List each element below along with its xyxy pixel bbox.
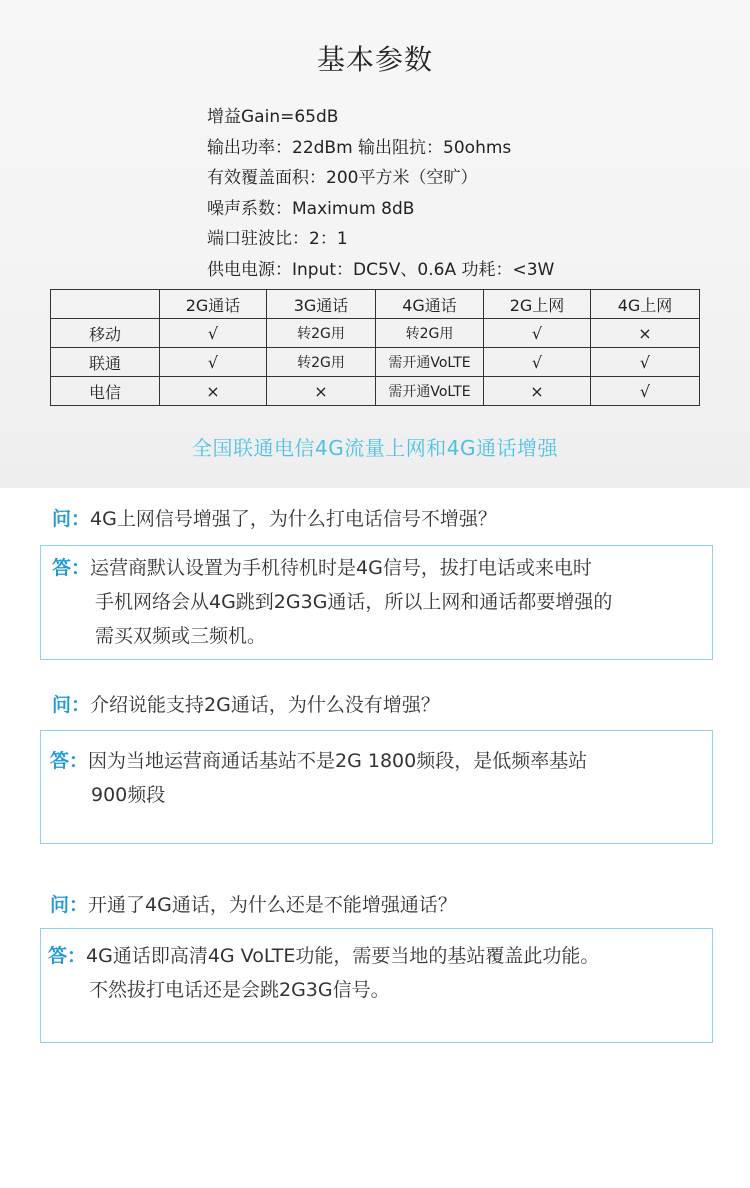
faq-answer-2 bbox=[50, 744, 587, 812]
spec-noise: 噪声系数：Maximum 8dB bbox=[207, 198, 415, 219]
table-cell: √ bbox=[591, 348, 700, 377]
question-text: 4G上网信号增强了，为什么打电话信号不增强？ bbox=[90, 508, 497, 530]
question-text: 开通了4G通话，为什么还是不能增强通话？ bbox=[88, 894, 457, 916]
table-cell: × bbox=[484, 377, 591, 406]
table-cell: 需开通VoLTE bbox=[376, 377, 484, 406]
faq-answer-1 bbox=[52, 551, 612, 653]
spec-vswr: 端口驻波比：2：1 bbox=[207, 229, 348, 250]
answer-line: 运营商默认设置为手机待机时是4G信号，拔打电话或来电时 bbox=[90, 557, 592, 579]
network-support-table bbox=[50, 289, 700, 406]
table-cell: × bbox=[591, 319, 700, 348]
question-text: 介绍说能支持2G通话，为什么没有增强？ bbox=[90, 694, 440, 716]
answer-line: 需买双频或三频机。 bbox=[95, 625, 267, 647]
faq-question-3 bbox=[50, 890, 457, 917]
spec-list bbox=[207, 102, 554, 286]
tagline: 全国联通电信4G流量上网和4G通话增强 bbox=[192, 436, 558, 460]
answer-label: 答： bbox=[52, 557, 91, 579]
table-cell: √ bbox=[484, 319, 591, 348]
table-cell: 转2G用 bbox=[267, 319, 376, 348]
spec-gain: 增益Gain=65dB bbox=[207, 107, 339, 127]
table-row bbox=[51, 348, 700, 377]
table-header-cell: 3G通话 bbox=[267, 290, 376, 319]
answer-line: 4G通话即高清4G VoLTE功能，需要当地的基站覆盖此功能。 bbox=[86, 945, 600, 967]
table-cell: √ bbox=[484, 348, 591, 377]
spec-power: 供电电源：Input：DC5V、0.6A 功耗：<3W bbox=[207, 259, 555, 280]
table-row bbox=[51, 319, 700, 348]
page-title: 基本参数 bbox=[316, 43, 433, 76]
question-label: 问： bbox=[52, 508, 91, 530]
answer-line: 手机网络会从4G跳到2G3G通话，所以上网和通话都要增强的 bbox=[95, 591, 613, 613]
answer-line: 因为当地运营商通话基站不是2G 1800频段，是低频率基站 bbox=[88, 750, 588, 772]
answer-line: 900频段 bbox=[91, 784, 166, 806]
spec-coverage: 有效覆盖面积：200平方米（空旷） bbox=[207, 168, 478, 189]
table-cell: √ bbox=[591, 377, 700, 406]
table-cell: 转2G用 bbox=[267, 348, 376, 377]
table-cell: √ bbox=[160, 348, 267, 377]
table-header-cell: 2G通话 bbox=[160, 290, 267, 319]
table-header-cell: 4G上网 bbox=[591, 290, 700, 319]
table-cell: 联通 bbox=[51, 348, 160, 377]
table-cell: 移动 bbox=[51, 319, 160, 348]
faq-answer-3 bbox=[48, 939, 599, 1007]
table-cell: 需开通VoLTE bbox=[376, 348, 484, 377]
table-row bbox=[51, 377, 700, 406]
question-label: 问： bbox=[52, 694, 91, 716]
table-cell: √ bbox=[160, 319, 267, 348]
table-header-cell: 2G上网 bbox=[484, 290, 591, 319]
table-header-cell: 4G通话 bbox=[376, 290, 484, 319]
table-header-row bbox=[51, 290, 700, 319]
spec-output: 输出功率：22dBm 输出阻抗：50ohms bbox=[207, 137, 512, 158]
question-label: 问： bbox=[50, 894, 89, 916]
table-cell: 转2G用 bbox=[376, 319, 484, 348]
answer-line: 不然拔打电话还是会跳2G3G信号。 bbox=[89, 979, 390, 1001]
table-header-cell bbox=[51, 290, 160, 319]
faq-question-2 bbox=[52, 690, 440, 717]
table-cell: 电信 bbox=[51, 377, 160, 406]
table-cell: × bbox=[160, 377, 267, 406]
answer-label: 答： bbox=[50, 750, 89, 772]
table-cell: × bbox=[267, 377, 376, 406]
answer-label: 答： bbox=[48, 945, 87, 967]
faq-question-1 bbox=[52, 504, 497, 531]
